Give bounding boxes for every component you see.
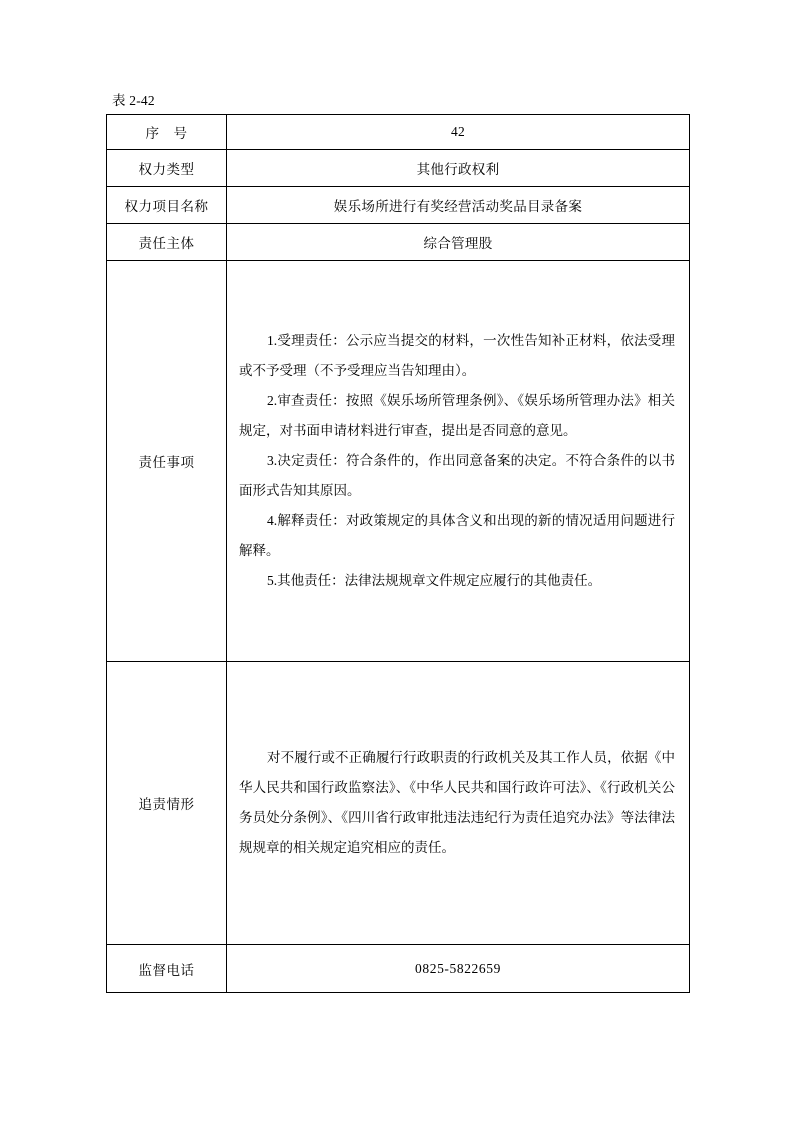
row-value: 综合管理股 xyxy=(423,236,493,251)
table-row xyxy=(107,150,690,187)
row-value: 42 xyxy=(450,124,466,139)
row-label: 权力类型 xyxy=(138,162,195,177)
row-label: 序 号 xyxy=(145,126,188,141)
row-label-cell xyxy=(107,115,227,150)
duties-paragraph: 4.解释责任：对政策规定的具体含义和出现的新的情况适用问题进行解释。 xyxy=(239,513,675,558)
duties-paragraph: 1.受理责任：公示应当提交的材料，一次性告知补正材料，依法受理或不予受理（不予受理应当告知理由）。 xyxy=(239,333,675,378)
duties-paragraph: 2.审查责任：按照《娱乐场所管理条例》、《娱乐场所管理办法》相关规定，对书面申请材料进行审查，提出是否同意的意见。 xyxy=(239,393,675,438)
table-row-duties xyxy=(107,261,690,662)
accountability-label: 追责情形 xyxy=(138,797,195,812)
row-value-cell xyxy=(227,150,690,187)
table-row xyxy=(107,224,690,261)
phone-label-cell xyxy=(107,945,227,993)
duties-paragraph: 3.决定责任：符合条件的，作出同意备案的决定。不符合条件的以书面形式告知其原因。 xyxy=(239,453,675,498)
duties-value-cell xyxy=(227,261,690,662)
phone-value-cell xyxy=(227,945,690,993)
phone-label: 监督电话 xyxy=(138,962,195,978)
supervision-phone: 0825-5822659 xyxy=(415,960,501,976)
accountability-paragraph: 对不履行或不正确履行行政职责的行政机关及其工作人员，依据《中华人民共和国行政监察法》、《中华人民共和国行政许可法》、《行政机关公务员处分条例》、《四川省行政审批违法违纪行为责任追究办法》等法律法规规章的相关规定追究相应的责任。 xyxy=(239,750,675,855)
row-label: 责任主体 xyxy=(138,236,195,251)
row-value: 娱乐场所进行有奖经营活动奖品目录备案 xyxy=(333,199,583,214)
accountability-paragraphs xyxy=(227,743,689,863)
row-value-cell xyxy=(227,187,690,224)
duties-label: 责任事项 xyxy=(138,455,195,470)
row-label-cell xyxy=(107,224,227,261)
duties-paragraph: 5.其他责任：法律法规规章文件规定应履行的其他责任。 xyxy=(267,573,602,588)
table-row-accountability xyxy=(107,662,690,945)
row-label-cell xyxy=(107,187,227,224)
row-label: 权力项目名称 xyxy=(124,199,209,214)
table-row-phone xyxy=(107,945,690,993)
row-value-cell xyxy=(227,115,690,150)
power-item-table xyxy=(106,114,690,993)
duties-paragraphs xyxy=(227,326,689,596)
table-caption: 表 2-42 xyxy=(112,93,155,108)
row-label-cell xyxy=(107,150,227,187)
table-row xyxy=(107,115,690,150)
row-value: 其他行政权利 xyxy=(416,162,500,177)
table-row xyxy=(107,187,690,224)
duties-label-cell xyxy=(107,261,227,662)
accountability-value-cell xyxy=(227,662,690,945)
accountability-label-cell xyxy=(107,662,227,945)
row-value-cell xyxy=(227,224,690,261)
